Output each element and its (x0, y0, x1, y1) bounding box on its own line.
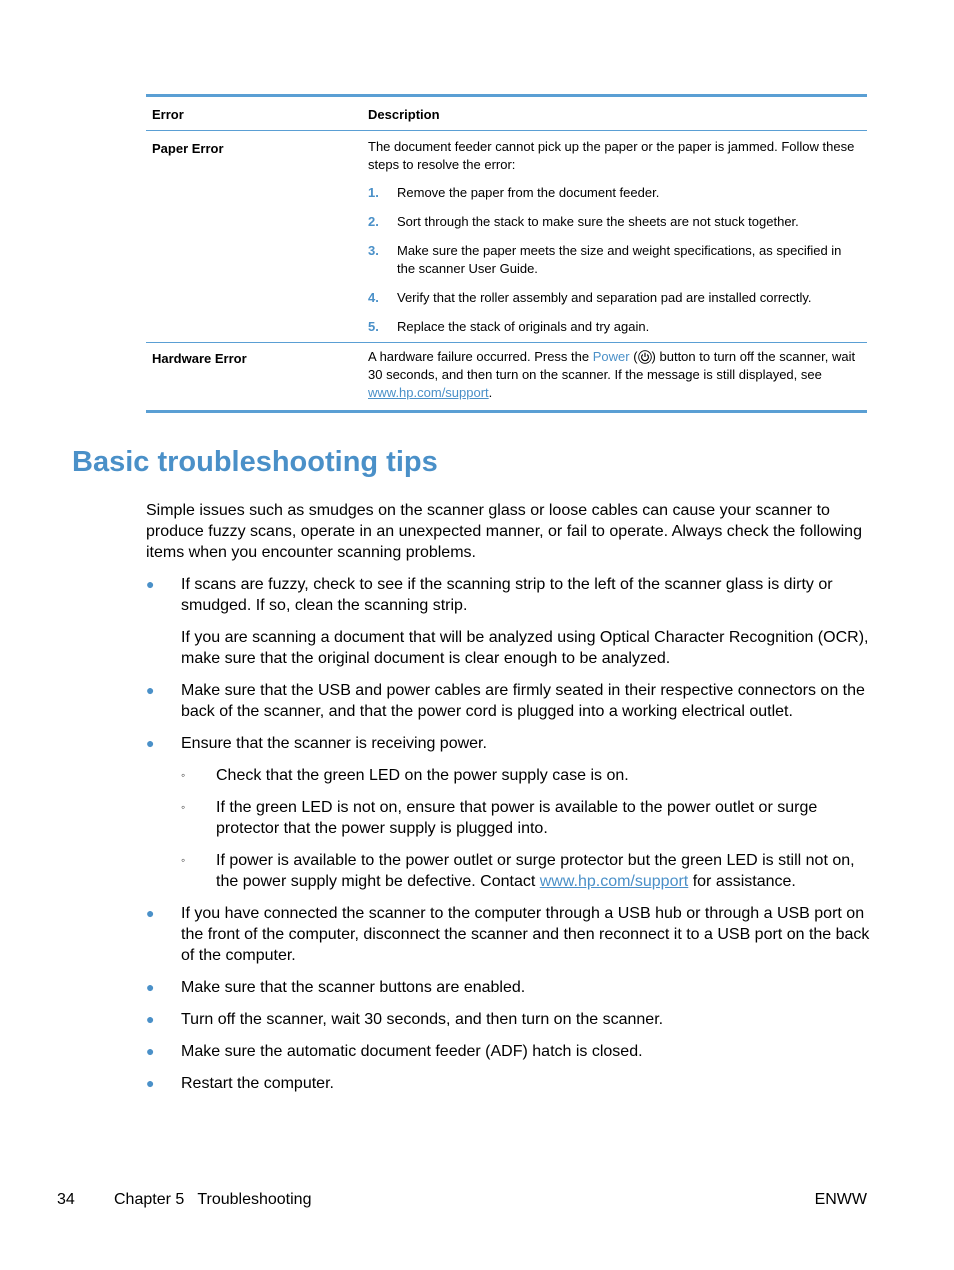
support-link[interactable]: www.hp.com/support (368, 385, 489, 400)
list-item (368, 184, 860, 202)
bullet-icon: ● (146, 735, 155, 751)
list-item (146, 733, 870, 754)
bullet-icon: ● (146, 1043, 155, 1059)
sub-bullet-text: If the green LED is not on, ensure that power is available to the power outlet or surge protector that the power supply is plugged into. (216, 799, 818, 837)
step-number: 5. (368, 319, 379, 334)
bullet-text: If you have connected the scanner to the computer through a USB hub or through a USB port on the front of the computer, disconnect the scanner and then reconnect it to a USB port on the back of the computer. (181, 905, 870, 964)
bullet-text: Restart the computer. (181, 1075, 334, 1092)
bullet-text: Turn off the scanner, wait 30 seconds, and then turn on the scanner. (181, 1011, 664, 1028)
step-text: Verify that the roller assembly and separation pad are installed correctly. (397, 290, 812, 305)
table-row (146, 131, 867, 343)
list-item (146, 1041, 870, 1062)
list-item (368, 289, 860, 307)
step-number: 1. (368, 185, 379, 200)
bullet-icon: ● (146, 1075, 155, 1091)
bullet-icon: ● (146, 1011, 155, 1027)
sub-bullet-text: If power is available to the power outlet or surge protector but the green LED is still not on, the power supply might be defective. Contact www.hp.com/support for assistance. (216, 852, 855, 890)
section-body (146, 500, 870, 1105)
error-description: A hardware failure occurred. Press the Power ( ) button to turn off the scanner, wait 30 seconds, and then turn on the scanner. If the message is still displayed, see www.hp.com/support. (368, 349, 856, 400)
error-table (146, 94, 867, 413)
footer-chapter: Chapter 5 Troubleshooting (114, 1191, 312, 1208)
support-link[interactable]: www.hp.com/support (539, 873, 689, 890)
bullet-icon: ● (146, 576, 155, 592)
list-item (368, 242, 860, 278)
bullet-text: Make sure the automatic document feeder (ADF) hatch is closed. (181, 1043, 643, 1060)
bullet-icon: ● (146, 979, 155, 995)
power-label: Power (592, 349, 630, 364)
error-name: Paper Error (152, 141, 224, 156)
sub-list-item (146, 797, 870, 839)
list-item (146, 680, 870, 722)
error-description (368, 138, 860, 347)
list-item (146, 574, 870, 669)
bullet-text: Ensure that the scanner is receiving power. (181, 735, 487, 752)
sub-list-item (146, 850, 870, 892)
power-icon (638, 350, 652, 364)
sub-bullet-icon: ◦ (181, 768, 186, 782)
intro-paragraph: Simple issues such as smudges on the scanner glass or loose cables can cause your scanner to produce fuzzy scans, operate in an unexpected manner, or fail to operate. Always check the following items when you encounter scanning problems. (146, 502, 862, 561)
list-item (146, 977, 870, 998)
footer-enww: ENWW (814, 1191, 867, 1208)
list-item (146, 1073, 870, 1094)
sub-bullet-icon: ◦ (181, 853, 186, 867)
header-description: Description (368, 107, 440, 122)
error-name: Hardware Error (152, 351, 247, 366)
section-title: Basic troubleshooting tips (72, 446, 438, 478)
bullet-icon: ● (146, 682, 155, 698)
sub-bullet-text: Check that the green LED on the power supply case is on. (216, 767, 629, 784)
table-row (146, 343, 867, 410)
header-error: Error (152, 107, 184, 122)
description-text: The document feeder cannot pick up the paper or the paper is jammed. Follow these steps to resolve the error: (368, 139, 855, 172)
step-number: 4. (368, 290, 379, 305)
step-number: 3. (368, 243, 379, 258)
bullet-extra-text: If you are scanning a document that will be analyzed using Optical Character Recognition (OCR), make sure that the original document is clear enough to be analyzed. (181, 629, 869, 667)
bullet-text: Make sure that the scanner buttons are enabled. (181, 979, 526, 996)
steps-list (368, 184, 860, 336)
step-text: Sort through the stack to make sure the sheets are not stuck together. (397, 214, 799, 229)
bullet-text: If scans are fuzzy, check to see if the scanning strip to the left of the scanner glass is dirty or smudged. If so, clean the scanning strip. (181, 576, 833, 614)
list-item (368, 213, 860, 231)
list-item (146, 903, 870, 966)
sub-bullet-icon: ◦ (181, 800, 186, 814)
bullet-text: Make sure that the USB and power cables are firmly seated in their respective connectors on the back of the scanner, and that the power cord is plugged into a working electrical outlet. (181, 682, 865, 720)
step-text: Replace the stack of originals and try again. (397, 319, 650, 334)
sub-list-item (146, 765, 870, 786)
table-bottom-rule (146, 410, 867, 413)
page-number: 34 (57, 1191, 75, 1208)
list-item (146, 1009, 870, 1030)
list-item (368, 318, 860, 336)
table-header-row (146, 97, 867, 131)
step-number: 2. (368, 214, 379, 229)
bullet-icon: ● (146, 905, 155, 921)
step-text: Remove the paper from the document feeder. (397, 185, 660, 200)
step-text: Make sure the paper meets the size and weight specifications, as specified in the scanner User Guide. (397, 243, 842, 276)
